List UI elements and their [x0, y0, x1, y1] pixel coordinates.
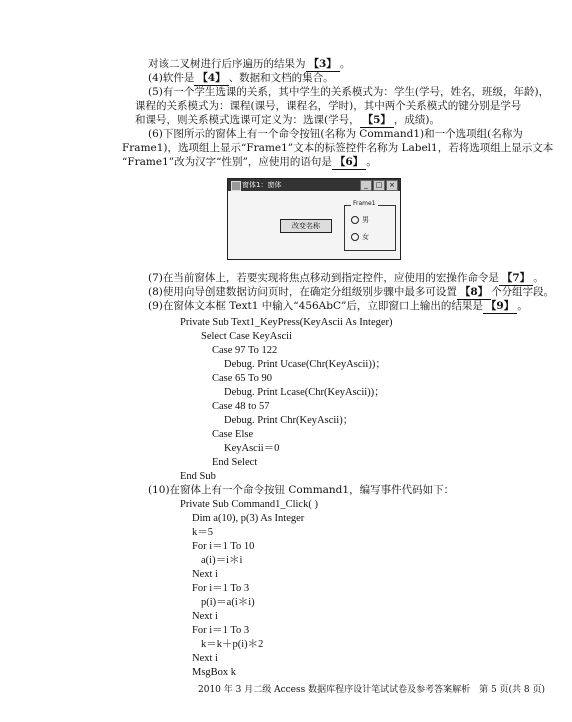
code-line: Next i	[192, 569, 218, 580]
code-line: Case 65 To 90	[212, 373, 273, 384]
command1-button[interactable]: 改变名称	[280, 219, 332, 233]
text-line: 课程的关系模式为：课程(课号，课程名，学时)，其中两个关系模式的键分别是学号	[135, 100, 522, 112]
code-line: End Select	[212, 457, 258, 468]
code-line: For i＝1 To 3	[192, 583, 250, 594]
window-title: 窗体1：窗体	[242, 181, 282, 189]
code-line: MsgBox k	[192, 667, 237, 678]
code-line: KeyAscii＝0	[224, 443, 280, 454]
code-line: Debug. Print Chr(KeyAscii)；	[224, 415, 354, 426]
radio-icon	[351, 216, 359, 224]
text-line: (6)下图所示的窗体上有一个命令按钮(名称为 Command1)和一个选项组(名称为	[148, 128, 523, 140]
text-line: (4)软件是 【4】 、数据和文档的集合。	[148, 72, 334, 84]
code-line: k＝k＋p(i)＊2	[201, 639, 264, 650]
code-line: Next i	[192, 653, 218, 664]
code-line: Case 97 To 122	[212, 345, 278, 356]
text-line: Frame1)，选项组上显示“Frame1”文本的标签控件名称为 Label1，若将选项组上显示文本	[122, 142, 554, 154]
radio-icon	[351, 233, 359, 241]
code-line: Private Sub Command1_Click( )	[180, 499, 318, 510]
text-line: (9)在窗体文本框 Text1 中输入“456AbC”后，立即窗口上输出的结果是 【9】 。	[148, 300, 528, 312]
code-line: p(i)＝a(i＊i)	[201, 597, 255, 608]
option-male[interactable]: 男	[351, 215, 369, 225]
minimize-button[interactable]: _	[360, 180, 372, 191]
code-line: Select Case KeyAscii	[201, 331, 292, 342]
text-line: (7)在当前窗体上，若要实现将焦点移动到指定控件，应使用的宏操作命令是 【7】 。	[148, 272, 544, 284]
code-line: Private Sub Text1_KeyPress(KeyAscii As Integer)	[180, 317, 393, 328]
frame1-option-group	[344, 200, 396, 251]
code-line: Case Else	[212, 429, 254, 440]
close-button[interactable]: ×	[386, 180, 398, 191]
code-line: Next i	[192, 611, 218, 622]
text-line: 对该二叉树进行后序遍历的结果为 【3】 。	[148, 58, 351, 70]
page-footer: 2010 年 3 月二级 Access 数据库程序设计笔试试卷及参考答案解析 第 5 页(共 8 页)	[198, 685, 545, 695]
code-line: a(i)＝i＊i	[201, 555, 243, 566]
text-line: 和课号，则关系模式选课可定义为：选课(学号， 【5】 ，成绩)。	[135, 114, 441, 126]
code-line: Debug. Print Ucase(Chr(KeyAscii))；	[224, 359, 386, 370]
code-line: For i＝1 To 10	[192, 541, 255, 552]
code-line: k＝5	[192, 527, 213, 538]
window-title-bar	[228, 179, 400, 191]
option-female[interactable]: 女	[351, 232, 369, 242]
code-line: Debug. Print Lcase(Chr(KeyAscii))；	[224, 387, 385, 398]
text-line: (8)使用向导创建数据访问页时，在确定分组级别步骤中最多可设置 【8】 个分组字段。	[148, 286, 555, 298]
maximize-button[interactable]: □	[373, 180, 385, 191]
label1: Frame1	[353, 200, 376, 207]
code-line: Dim a(10), p(3) As Integer	[192, 513, 305, 524]
form-window-figure	[227, 178, 401, 260]
text-line: “Frame1”改为汉字“性别”，应使用的语句是 【6】 。	[122, 156, 377, 168]
form-icon	[231, 181, 241, 191]
code-line: Case 48 to 57	[212, 401, 270, 412]
code-line: For i＝1 To 3	[192, 625, 250, 636]
text-line: (5)有一个学生选课的关系，其中学生的关系模式为：学生(学号，姓名，班级，年龄)，	[148, 86, 550, 98]
text-line: (10)在窗体上有一个命令按钮 Command1，编写事件代码如下：	[148, 484, 455, 496]
code-line: End Sub	[180, 471, 216, 482]
